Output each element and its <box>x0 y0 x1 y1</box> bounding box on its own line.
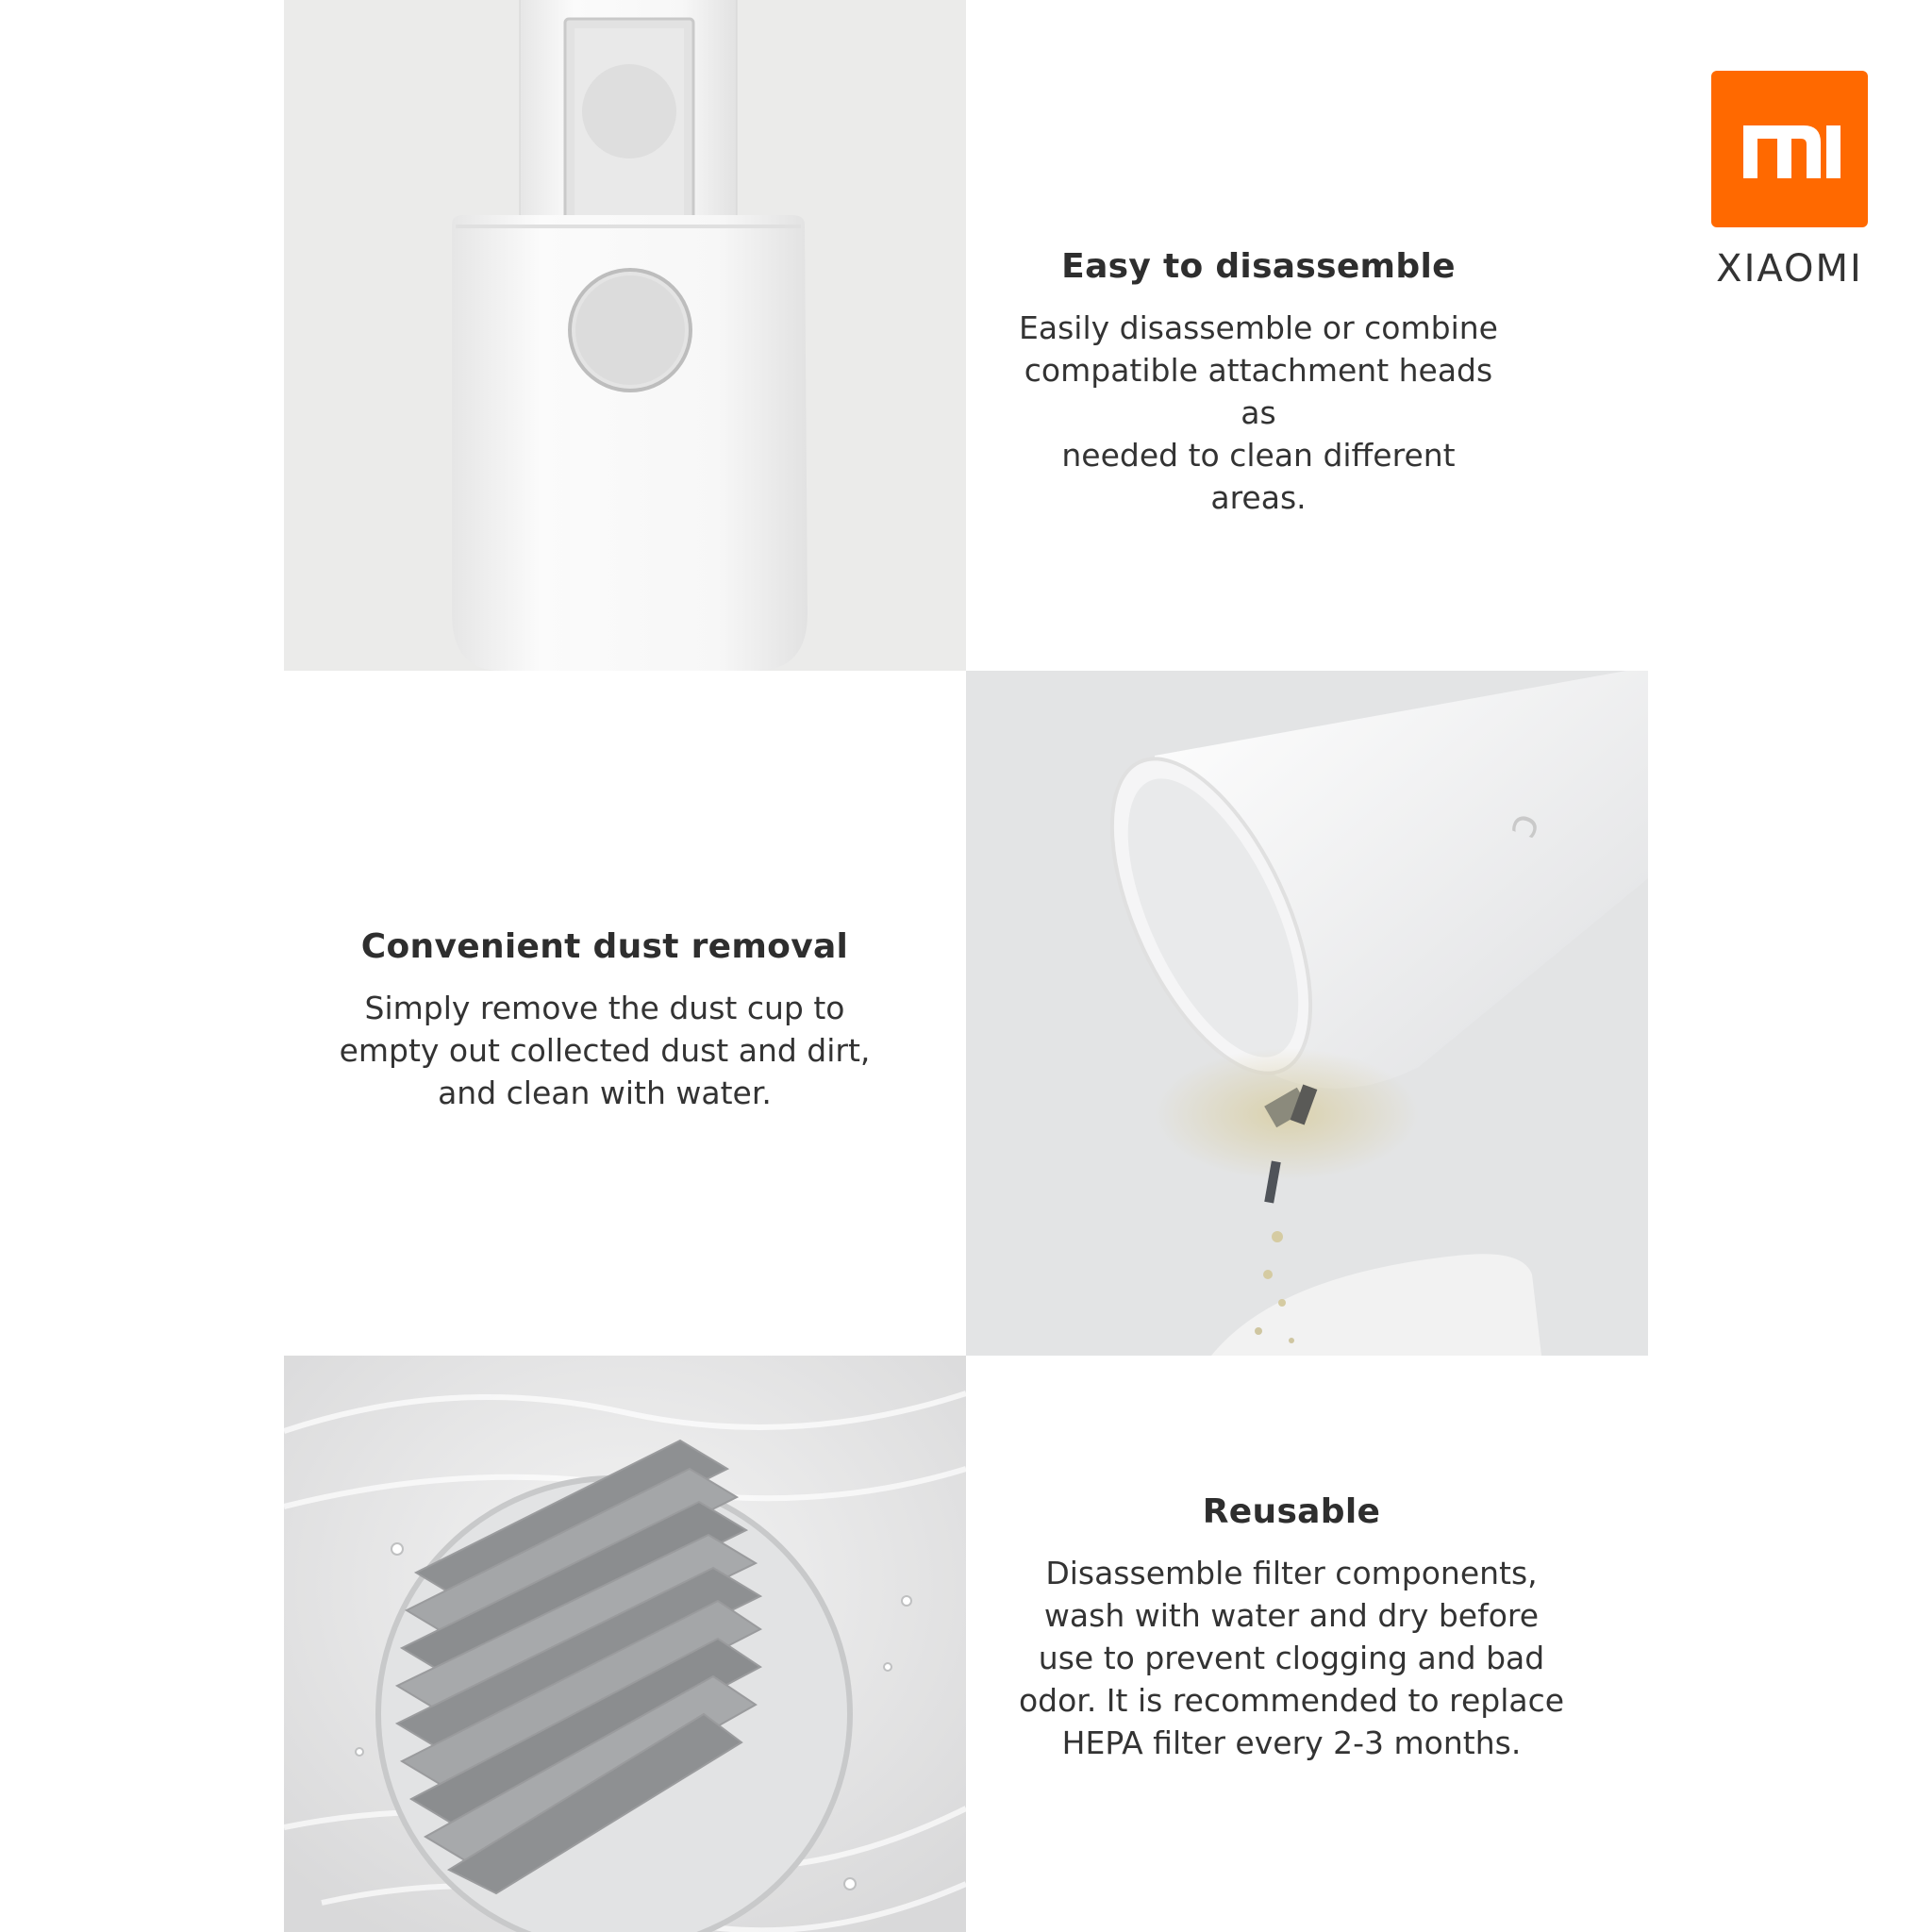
mi-logo-icon <box>1711 71 1868 227</box>
dust-cup-emptying-photo <box>966 671 1648 1356</box>
hepa-filter-washing-photo <box>284 1356 966 1932</box>
feature-reusable <box>966 1356 1649 1932</box>
feature-easy-disassemble <box>966 0 1649 671</box>
dust-cup-illustration <box>966 671 1648 1356</box>
hepa-filter-illustration <box>284 1356 966 1932</box>
svg-text:ↄ: ↄ <box>1496 806 1550 844</box>
feature-dust-removal <box>284 671 966 1356</box>
feature-title: Convenient dust removal <box>360 927 849 966</box>
feature-description: Disassemble filter components, wash with water and dry before use to prevent clogging and bad odor. It is recommended to replace HEPA filter every 2-3 months. <box>1018 1555 1565 1761</box>
vacuum-attachment-photo <box>284 0 966 671</box>
feature-title: Reusable <box>1202 1492 1381 1531</box>
vacuum-attachment-illustration <box>284 0 966 671</box>
feature-description: Easily disassemble or combine compatible attachment heads as needed to clean different areas. <box>1019 309 1498 516</box>
feature-title: Easy to disassemble <box>1061 247 1456 286</box>
feature-description: Simply remove the dust cup to empty out collected dust and dirt, and clean with water. <box>339 990 871 1111</box>
brand-name: XIAOMI <box>1716 247 1863 291</box>
